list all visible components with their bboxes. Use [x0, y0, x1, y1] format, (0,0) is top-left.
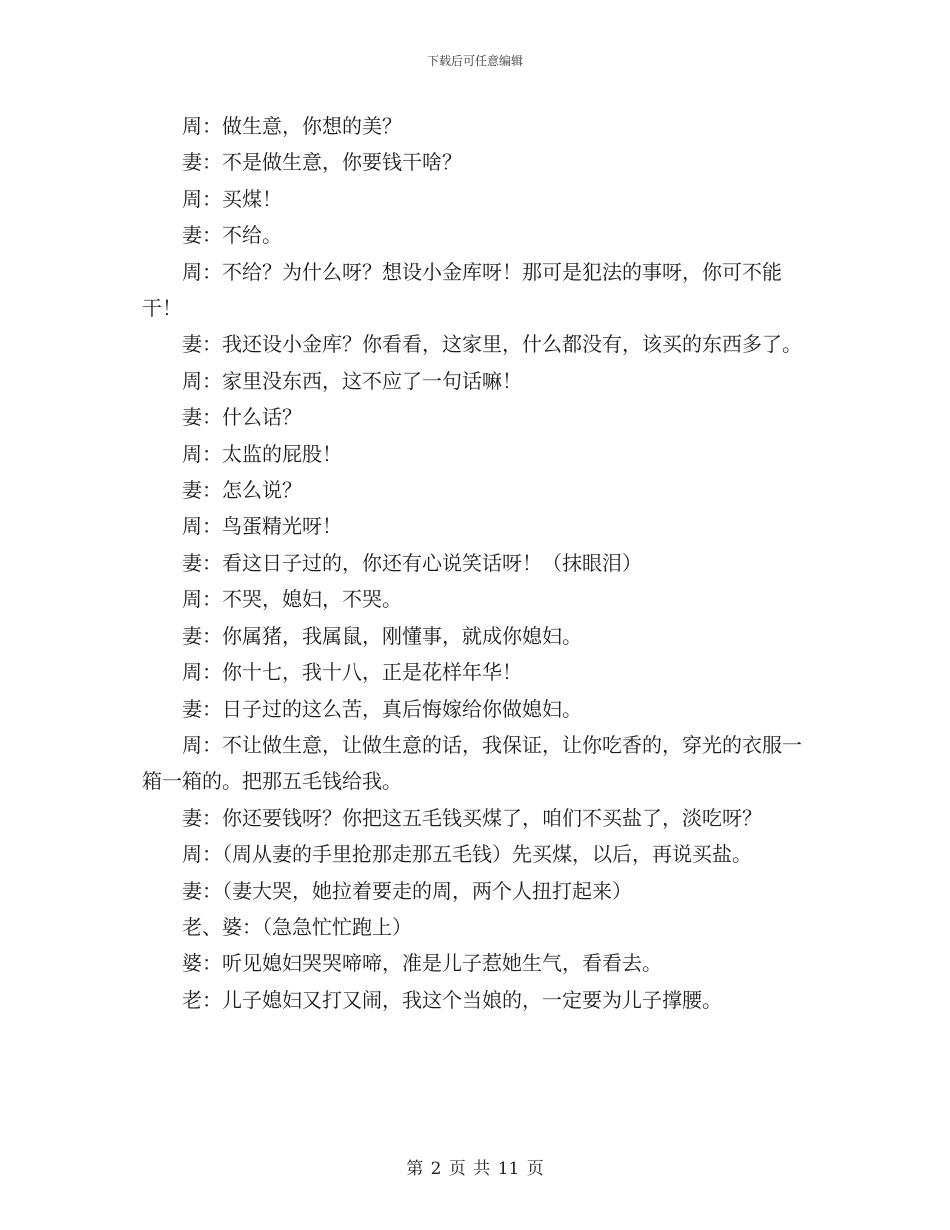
dialogue-line: 周：不哭，媳妇，不哭。 [182, 587, 402, 612]
page-header: 下载后可任意编辑 [426, 54, 523, 68]
dialogue-line: 周：（周从妻的手里抢那走那五毛钱）先买煤，以后，再说买盐。 [182, 842, 752, 867]
dialogue-line: 老：儿子媳妇又打又闹，我这个当娘的，一定要为儿子撑腰。 [182, 987, 722, 1012]
dialogue-line: 妻：（妻大哭，她拉着要走的周，两个人扭打起来） [182, 878, 632, 903]
dialogue-line: 周：你十七，我十八，正是花样年华！ [182, 660, 522, 685]
dialogue-line: 周：鸟蛋精光呀！ [182, 514, 342, 539]
dialogue-line: 周：做生意，你想的美？ [182, 114, 402, 138]
page-number: 第 2 页 共 11 页 [406, 1159, 544, 1179]
dialogue-line: 妻：日子过的这么苦，真后悔嫁给你做媳妇。 [182, 696, 582, 721]
dialogue-line: 老、婆：（急急忙忙跑上） [182, 914, 412, 939]
dialogue-line: 妻：你属猪，我属鼠，刚懂事，就成你媳妇。 [182, 623, 582, 648]
dialogue-line: 周：家里没东西，这不应了一句话嘛！ [182, 368, 522, 393]
dialogue-line: 周：买煤！ [182, 186, 282, 211]
dialogue-line: 妻：不是做生意，你要钱干啥？ [182, 150, 462, 175]
dialogue-line: 婆：听见媳妇哭哭啼啼，准是儿子惹她生气，看看去。 [182, 951, 662, 976]
dialogue-line: 妻：看这日子过的，你还有心说笑话呀！（抹眼泪） [182, 550, 642, 575]
dialogue-line: 周：不给？为什么呀？想设小金库呀！那可是犯法的事呀，你可不能干！ [142, 259, 782, 321]
dialogue-line: 妻：不给。 [182, 223, 282, 248]
dialogue-line: 妻：你还要钱呀？你把这五毛钱买煤了，咱们不买盐了，淡吃呀？ [182, 805, 762, 830]
dialogue-line: 妻：怎么说？ [182, 478, 302, 503]
dialogue-line: 妻：我还设小金库？你看看，这家里，什么都没有，该买的东西多了。 [182, 332, 802, 357]
dialogue-line: 妻：什么话？ [182, 405, 302, 430]
script-body [142, 108, 812, 1018]
dialogue-line: 周：太监的屁股！ [182, 441, 342, 466]
dialogue-line: 周：不让做生意，让做生意的话，我保证，让你吃香的，穿光的衣服一箱一箱的。把那五毛钱给我。 [142, 732, 802, 794]
